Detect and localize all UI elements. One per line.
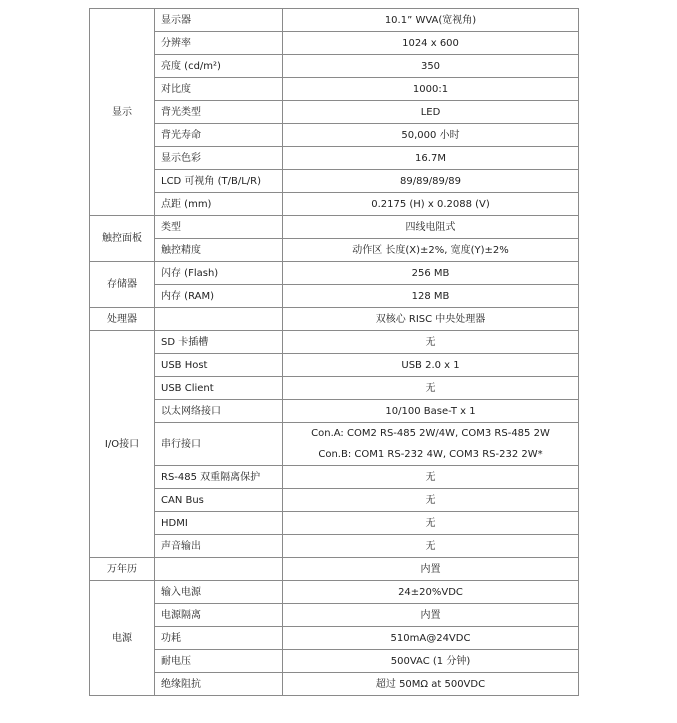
table-row: [90, 581, 579, 604]
value-cell: 1000:1: [283, 78, 579, 101]
item-cell: 背光寿命: [155, 124, 283, 147]
category-cell: I/O接口: [90, 331, 155, 558]
table-row: [90, 331, 579, 354]
item-cell: 类型: [155, 216, 283, 239]
table-row: [90, 423, 579, 466]
value-cell: 10.1” WVA(宽视角): [283, 9, 579, 32]
table-row: [90, 262, 579, 285]
category-cell: 显示: [90, 9, 155, 216]
item-cell: 显示器: [155, 9, 283, 32]
item-cell: USB Host: [155, 354, 283, 377]
table-row: [90, 78, 579, 101]
value-cell: 内置: [283, 604, 579, 627]
item-cell: 闪存 (Flash): [155, 262, 283, 285]
table-row: [90, 650, 579, 673]
category-cell: 处理器: [90, 308, 155, 331]
value-cell: 0.2175 (H) x 0.2088 (V): [283, 193, 579, 216]
table-row: [90, 673, 579, 696]
item-cell: LCD 可视角 (T/B/L/R): [155, 170, 283, 193]
value-cell: 1024 x 600: [283, 32, 579, 55]
item-cell: 分辨率: [155, 32, 283, 55]
category-cell: 存储器: [90, 262, 155, 308]
table-row: [90, 147, 579, 170]
table-row: [90, 377, 579, 400]
item-cell: 以太网络接口: [155, 400, 283, 423]
item-cell: 亮度 (cd/m²): [155, 55, 283, 78]
table-row: [90, 604, 579, 627]
category-cell: 触控面板: [90, 216, 155, 262]
table-row: [90, 489, 579, 512]
value-cell: 128 MB: [283, 285, 579, 308]
item-cell-empty: [155, 308, 283, 331]
value-line: Con.B: COM1 RS-232 4W, COM3 RS-232 2W*: [318, 449, 543, 460]
category-cell: 电源: [90, 581, 155, 696]
value-cell: 10/100 Base-T x 1: [283, 400, 579, 423]
item-cell: 声音输出: [155, 535, 283, 558]
item-cell: 触控精度: [155, 239, 283, 262]
value-cell: 500VAC (1 分钟): [283, 650, 579, 673]
item-cell: 功耗: [155, 627, 283, 650]
table-row: [90, 400, 579, 423]
table-row: [90, 558, 579, 581]
table-row: [90, 285, 579, 308]
table-row: [90, 512, 579, 535]
table-row: [90, 32, 579, 55]
value-cell: 无: [283, 535, 579, 558]
value-cell: 24±20%VDC: [283, 581, 579, 604]
item-cell-empty: [155, 558, 283, 581]
item-cell: CAN Bus: [155, 489, 283, 512]
value-cell: 内置: [283, 558, 579, 581]
item-cell: 对比度: [155, 78, 283, 101]
item-cell: SD 卡插槽: [155, 331, 283, 354]
item-cell: 电源隔离: [155, 604, 283, 627]
value-cell: 动作区 长度(X)±2%, 宽度(Y)±2%: [283, 239, 579, 262]
item-cell: 串行接口: [155, 423, 283, 466]
value-cell: USB 2.0 x 1: [283, 354, 579, 377]
item-cell: USB Client: [155, 377, 283, 400]
item-cell: 输入电源: [155, 581, 283, 604]
value-cell: 双核心 RISC 中央处理器: [283, 308, 579, 331]
table-row: [90, 354, 579, 377]
value-cell: 无: [283, 331, 579, 354]
item-cell: 绝缘阻抗: [155, 673, 283, 696]
value-cell: 无: [283, 512, 579, 535]
table-row: [90, 9, 579, 32]
category-cell: 万年历: [90, 558, 155, 581]
table-row: [90, 101, 579, 124]
value-cell: 超过 50MΩ at 500VDC: [283, 673, 579, 696]
value-cell: 89/89/89/89: [283, 170, 579, 193]
table-row: [90, 535, 579, 558]
value-cell: LED: [283, 101, 579, 124]
table-row: [90, 466, 579, 489]
table-row: [90, 627, 579, 650]
value-cell: 510mA@24VDC: [283, 627, 579, 650]
table-row: [90, 216, 579, 239]
value-cell: 四线电阻式: [283, 216, 579, 239]
item-cell: 内存 (RAM): [155, 285, 283, 308]
spec-table: [89, 8, 579, 696]
table-row: [90, 308, 579, 331]
item-cell: HDMI: [155, 512, 283, 535]
table-row: [90, 55, 579, 78]
item-cell: RS-485 双重隔离保护: [155, 466, 283, 489]
value-line: Con.A: COM2 RS-485 2W/4W, COM3 RS-485 2W: [311, 428, 550, 439]
table-row: [90, 170, 579, 193]
value-cell: 16.7M: [283, 147, 579, 170]
value-cell: 256 MB: [283, 262, 579, 285]
value-cell: 无: [283, 377, 579, 400]
item-cell: 点距 (mm): [155, 193, 283, 216]
table-row: [90, 193, 579, 216]
value-cell: 无: [283, 466, 579, 489]
item-cell: 耐电压: [155, 650, 283, 673]
value-cell: 无: [283, 489, 579, 512]
item-cell: 背光类型: [155, 101, 283, 124]
value-cell: 50,000 小时: [283, 124, 579, 147]
item-cell: 显示色彩: [155, 147, 283, 170]
value-cell: 350: [283, 55, 579, 78]
value-cell-multiline: [283, 423, 579, 466]
table-row: [90, 124, 579, 147]
table-row: [90, 239, 579, 262]
